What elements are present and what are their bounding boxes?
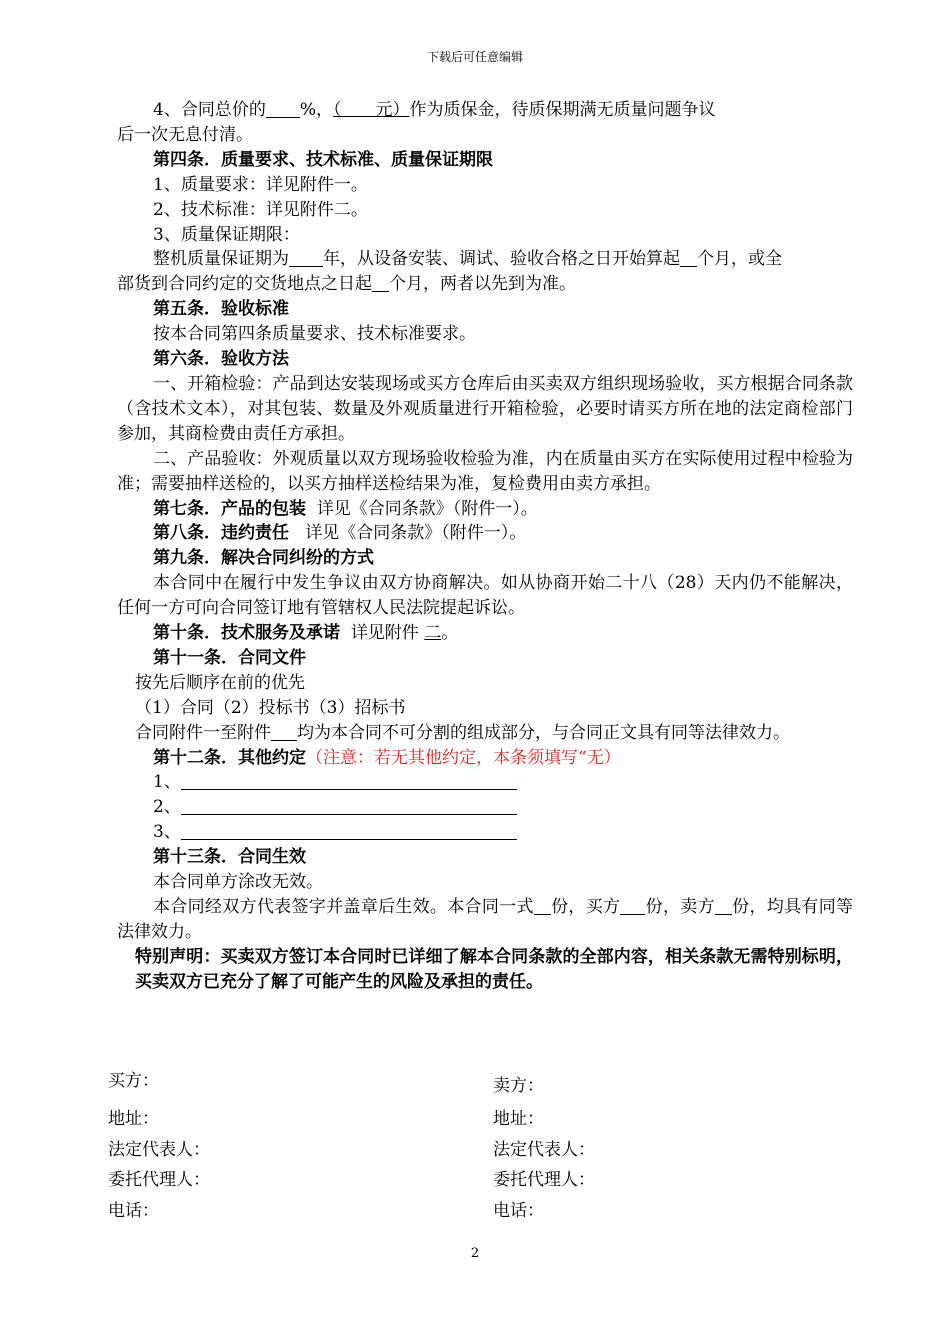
article-11-priority: 按先后顺序在前的优先 [135, 672, 305, 693]
buyer-address: 地址： [108, 1109, 159, 1129]
article-4-title: 第四条．质量要求、技术标准、质量保证期限 [153, 149, 493, 170]
article-6-title: 第六条．验收方法 [153, 349, 289, 370]
seller-signature-block [493, 1074, 544, 1098]
percent-blank [266, 99, 300, 118]
buyer-agent: 委托代理人： [108, 1170, 210, 1190]
article-6-para-1: 一、开箱检验：产品到达安装现场或买方仓库后由买卖双方组织现场验收，买方根据合同条款（含技术文本），对其包装、数量及外观质量进行开箱检验，必要时请买方所在地的法定商检部门参加，其商检费由责任方承担。 [117, 373, 853, 444]
article-4-item-2: 2、技术标准：详见附件二。 [153, 199, 368, 220]
article-12-note: （注意：若无其他约定，本条须填写“无） [306, 747, 621, 768]
article-5-title: 第五条．验收标准 [153, 299, 289, 320]
seller-legal-rep: 法定代表人： [493, 1139, 595, 1160]
deposit-suffix: 作为质保金，待质保期满无质量问题争议 [409, 100, 716, 120]
article-13-title: 第十三条．合同生效 [153, 847, 306, 868]
deposit-amount: （ 元） [332, 100, 410, 120]
seller-label: 卖方： [493, 1076, 544, 1096]
deposit-prefix: 4、合同总价的 [153, 100, 266, 120]
article-10: 第十条．技术服务及承诺 详见附件 二。 [153, 623, 459, 644]
article-5-text: 按本合同第四条质量要求、技术标准要求。 [153, 324, 476, 345]
deposit-line-2: 后一次无息付清。 [117, 124, 253, 145]
buyer-details [108, 1104, 210, 1226]
article-9-text: 本合同中在履行中发生争议由双方协商解决。如从协商开始二十八（28）天内仍不能解决，任何一方可向合同签订地有管辖权人民法院提起诉讼。 [117, 573, 853, 619]
article-7: 第七条．产品的包装 详见《合同条款》（附件一）。 [153, 498, 538, 519]
special-declaration: 特别声明：买卖双方签订本合同时已详细了解本合同条款的全部内容，相关条款无需特别标明，买卖双方已充分了解了可能产生的风险及承担的责任。 [135, 946, 853, 992]
seller-details [493, 1104, 595, 1226]
seller-phone: 电话： [493, 1200, 544, 1221]
article-12-item-1: 1、 [117, 770, 853, 795]
article-4-item-3: 3、质量保证期限： [153, 224, 300, 245]
article-8: 第八条．违约责任 详见《合同条款》（附件一）。 [153, 523, 527, 544]
page-number: 2 [470, 1246, 480, 1261]
buyer-label: 买方： [108, 1071, 159, 1091]
article-11-annex: 合同附件一至附件 均为本合同不可分割的组成部分，与合同正文具有同等法律效力。 [135, 722, 790, 743]
warranty-line-1: 整机质量保证期为 年，从设备安装、调试、验收合格之日开始算起 个月，或全 [153, 249, 782, 270]
article-12-title-line: 第十二条．其他约定（注意：若无其他约定，本条须填写“无） [153, 747, 621, 768]
buyer-legal-rep: 法定代表人： [108, 1139, 210, 1160]
article-9-title: 第九条．解决合同纠纷的方式 [153, 548, 374, 569]
seller-address: 地址： [493, 1109, 544, 1129]
contract-body [117, 98, 853, 995]
article-12-item-3: 3、 [117, 820, 853, 845]
article-11-order: （1）合同（2）投标书（3）招标书 [135, 697, 406, 718]
buyer-phone: 电话： [108, 1200, 159, 1221]
article-13-text-1: 本合同单方涂改无效。 [153, 872, 323, 893]
article-13-effective: 本合同经双方代表签字并盖章后生效。本合同一式 份，买方 份，卖方 份，均具有同等法律效力。 [117, 897, 854, 942]
page-header: 下载后可任意编辑 [426, 50, 523, 64]
article-4-item-1: 1、质量要求：详见附件一。 [153, 174, 368, 195]
article-11-title: 第十一条．合同文件 [153, 647, 306, 668]
seller-agent: 委托代理人： [493, 1170, 595, 1190]
warranty-line-2: 部货到合同约定的交货地点之日起 个月，两者以先到为准。 [117, 274, 576, 295]
quality-deposit-clause [117, 98, 853, 123]
deposit-percent: %， [299, 100, 333, 120]
article-12-item-2: 2、 [117, 795, 853, 820]
buyer-signature-block [108, 1069, 159, 1093]
article-6-para-2: 二、产品验收：外观质量以双方现场验收检验为准，内在质量由买方在实际使用过程中检验为准；需要抽样送检的，以买方抽样送检结果为准，复检费用由卖方承担。 [117, 448, 853, 494]
